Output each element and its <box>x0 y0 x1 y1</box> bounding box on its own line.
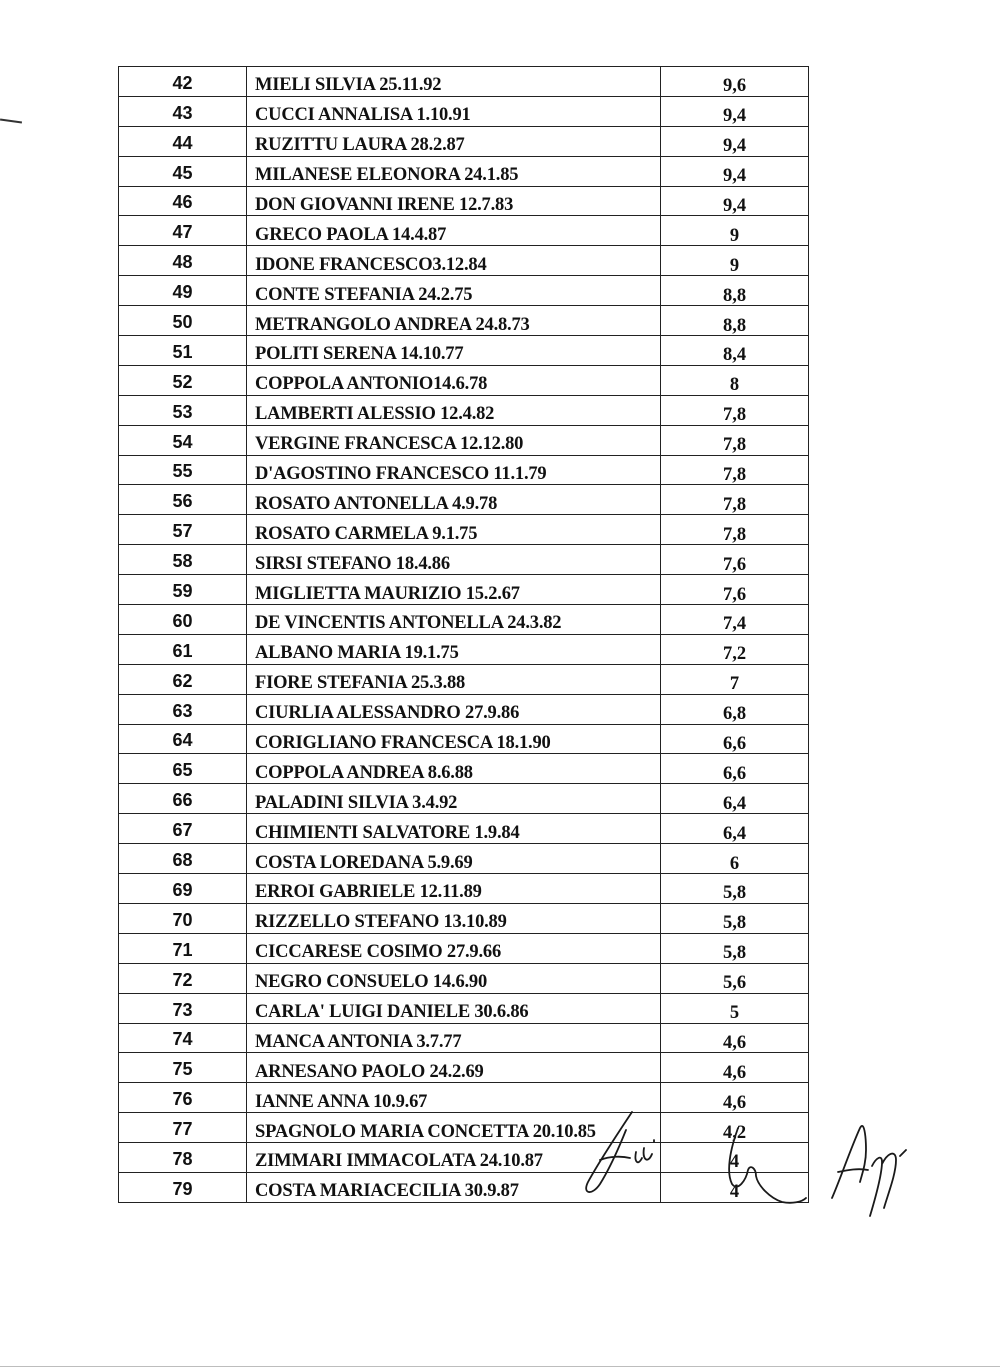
rank-number: 44 <box>119 126 247 156</box>
candidate-name: LAMBERTI ALESSIO 12.4.82 <box>247 395 661 425</box>
candidate-score: 6 <box>661 844 809 874</box>
rank-number: 42 <box>119 67 247 97</box>
candidate-score: 4,2 <box>661 1113 809 1143</box>
rank-number: 75 <box>119 1053 247 1083</box>
rank-number: 53 <box>119 395 247 425</box>
candidate-name: DE VINCENTIS ANTONELLA 24.3.82 <box>247 605 661 635</box>
rank-number: 74 <box>119 1023 247 1053</box>
rank-number: 66 <box>119 784 247 814</box>
rank-number: 79 <box>119 1172 247 1202</box>
table-row <box>119 425 809 455</box>
candidate-name: PALADINI SILVIA 3.4.92 <box>247 784 661 814</box>
table-row <box>119 126 809 156</box>
candidate-name: COSTA LOREDANA 5.9.69 <box>247 844 661 874</box>
candidate-score: 5,8 <box>661 933 809 963</box>
table-row <box>119 664 809 694</box>
table-row <box>119 67 809 97</box>
candidate-name: IANNE ANNA 10.9.67 <box>247 1083 661 1113</box>
rank-number: 60 <box>119 605 247 635</box>
margin-mark <box>0 118 22 123</box>
table-row <box>119 216 809 246</box>
rank-number: 51 <box>119 336 247 366</box>
candidate-score: 9,4 <box>661 126 809 156</box>
rank-number: 62 <box>119 664 247 694</box>
table-row <box>119 545 809 575</box>
table-row <box>119 963 809 993</box>
table-row <box>119 754 809 784</box>
table-row <box>119 515 809 545</box>
rank-number: 49 <box>119 276 247 306</box>
table-row <box>119 903 809 933</box>
candidate-score: 6,4 <box>661 814 809 844</box>
candidate-score: 5,8 <box>661 874 809 904</box>
rank-number: 78 <box>119 1143 247 1173</box>
candidate-score: 7,4 <box>661 605 809 635</box>
table-row <box>119 365 809 395</box>
rank-number: 47 <box>119 216 247 246</box>
candidate-score: 9 <box>661 216 809 246</box>
candidate-score: 9,6 <box>661 67 809 97</box>
candidate-score: 9,4 <box>661 186 809 216</box>
candidate-score: 8,8 <box>661 276 809 306</box>
candidate-name: NEGRO CONSUELO 14.6.90 <box>247 963 661 993</box>
candidate-name: IDONE FRANCESCO3.12.84 <box>247 246 661 276</box>
rank-number: 77 <box>119 1113 247 1143</box>
candidate-name: CHIMIENTI SALVATORE 1.9.84 <box>247 814 661 844</box>
candidate-score: 5,6 <box>661 963 809 993</box>
rank-number: 67 <box>119 814 247 844</box>
rank-number: 55 <box>119 455 247 485</box>
candidate-name: D'AGOSTINO FRANCESCO 11.1.79 <box>247 455 661 485</box>
table-row <box>119 814 809 844</box>
candidate-name: CIURLIA ALESSANDRO 27.9.86 <box>247 694 661 724</box>
candidate-score: 7,8 <box>661 395 809 425</box>
rank-number: 63 <box>119 694 247 724</box>
table-row <box>119 933 809 963</box>
page-bottom-edge <box>0 1366 1000 1367</box>
candidate-score: 4 <box>661 1143 809 1173</box>
rank-number: 71 <box>119 933 247 963</box>
candidate-name: CARLA' LUIGI DANIELE 30.6.86 <box>247 993 661 1023</box>
table-row <box>119 575 809 605</box>
table-row <box>119 1053 809 1083</box>
candidate-name: ERROI GABRIELE 12.11.89 <box>247 874 661 904</box>
candidate-name: SIRSI STEFANO 18.4.86 <box>247 545 661 575</box>
candidate-score: 8,4 <box>661 336 809 366</box>
candidate-name: ZIMMARI IMMACOLATA 24.10.87 <box>247 1143 661 1173</box>
rank-number: 59 <box>119 575 247 605</box>
candidate-score: 6,6 <box>661 754 809 784</box>
handwritten-signature <box>570 1100 950 1230</box>
rank-number: 56 <box>119 485 247 515</box>
candidate-score: 7,2 <box>661 634 809 664</box>
candidate-name: ARNESANO PAOLO 24.2.69 <box>247 1053 661 1083</box>
rank-number: 73 <box>119 993 247 1023</box>
table-row <box>119 844 809 874</box>
candidate-score: 4 <box>661 1172 809 1202</box>
candidate-name: COPPOLA ANDREA 8.6.88 <box>247 754 661 784</box>
candidate-name: RUZITTU LAURA 28.2.87 <box>247 126 661 156</box>
candidate-name: MILANESE ELEONORA 24.1.85 <box>247 156 661 186</box>
rank-number: 68 <box>119 844 247 874</box>
rank-number: 50 <box>119 306 247 336</box>
candidate-score: 9,4 <box>661 96 809 126</box>
rank-number: 64 <box>119 724 247 754</box>
table-row <box>119 605 809 635</box>
candidate-score: 7,6 <box>661 575 809 605</box>
rank-number: 45 <box>119 156 247 186</box>
candidate-name: MIELI SILVIA 25.11.92 <box>247 67 661 97</box>
candidate-name: RIZZELLO STEFANO 13.10.89 <box>247 903 661 933</box>
rank-number: 43 <box>119 96 247 126</box>
table-row <box>119 156 809 186</box>
table-row <box>119 336 809 366</box>
candidate-name: CONTE STEFANIA 24.2.75 <box>247 276 661 306</box>
candidate-score: 7,8 <box>661 425 809 455</box>
candidate-name: CUCCI ANNALISA 1.10.91 <box>247 96 661 126</box>
rank-number: 61 <box>119 634 247 664</box>
candidate-name: COSTA MARIACECILIA 30.9.87 <box>247 1172 661 1202</box>
table-row <box>119 634 809 664</box>
candidate-name: POLITI SERENA 14.10.77 <box>247 336 661 366</box>
rank-number: 72 <box>119 963 247 993</box>
candidate-score: 4,6 <box>661 1083 809 1113</box>
rank-number: 46 <box>119 186 247 216</box>
candidate-score: 9 <box>661 246 809 276</box>
candidate-score: 8,8 <box>661 306 809 336</box>
candidate-name: VERGINE FRANCESCA 12.12.80 <box>247 425 661 455</box>
candidate-score: 9,4 <box>661 156 809 186</box>
candidate-score: 7,8 <box>661 485 809 515</box>
table-row <box>119 993 809 1023</box>
candidate-name: ALBANO MARIA 19.1.75 <box>247 634 661 664</box>
candidate-name: MANCA ANTONIA 3.7.77 <box>247 1023 661 1053</box>
candidate-score: 7,8 <box>661 515 809 545</box>
candidate-name: DON GIOVANNI IRENE 12.7.83 <box>247 186 661 216</box>
candidate-name: ROSATO ANTONELLA 4.9.78 <box>247 485 661 515</box>
rank-number: 76 <box>119 1083 247 1113</box>
candidate-score: 4,6 <box>661 1053 809 1083</box>
ranking-table <box>118 66 809 1203</box>
candidate-name: GRECO PAOLA 14.4.87 <box>247 216 661 246</box>
table-row <box>119 276 809 306</box>
rank-number: 69 <box>119 874 247 904</box>
candidate-name: CORIGLIANO FRANCESCA 18.1.90 <box>247 724 661 754</box>
candidate-score: 8 <box>661 365 809 395</box>
candidate-name: COPPOLA ANTONIO14.6.78 <box>247 365 661 395</box>
table-row <box>119 246 809 276</box>
table-row <box>119 724 809 754</box>
table-row <box>119 306 809 336</box>
candidate-score: 6,4 <box>661 784 809 814</box>
table-row <box>119 455 809 485</box>
rank-number: 70 <box>119 903 247 933</box>
candidate-score: 7,8 <box>661 455 809 485</box>
rank-number: 65 <box>119 754 247 784</box>
candidate-score: 6,6 <box>661 724 809 754</box>
candidate-score: 7 <box>661 664 809 694</box>
table-row <box>119 485 809 515</box>
table-row <box>119 96 809 126</box>
candidate-name: FIORE STEFANIA 25.3.88 <box>247 664 661 694</box>
candidate-score: 5 <box>661 993 809 1023</box>
table-row <box>119 784 809 814</box>
candidate-score: 6,8 <box>661 694 809 724</box>
table-row <box>119 1023 809 1053</box>
table-row <box>119 874 809 904</box>
rank-number: 52 <box>119 365 247 395</box>
ranking-table-body <box>119 67 809 1203</box>
candidate-name: SPAGNOLO MARIA CONCETTA 20.10.85 <box>247 1113 661 1143</box>
rank-number: 57 <box>119 515 247 545</box>
candidate-name: ROSATO CARMELA 9.1.75 <box>247 515 661 545</box>
candidate-name: CICCARESE COSIMO 27.9.66 <box>247 933 661 963</box>
rank-number: 54 <box>119 425 247 455</box>
candidate-name: MIGLIETTA MAURIZIO 15.2.67 <box>247 575 661 605</box>
candidate-score: 4,6 <box>661 1023 809 1053</box>
table-row <box>119 694 809 724</box>
candidate-score: 7,6 <box>661 545 809 575</box>
table-row <box>119 186 809 216</box>
candidate-name: METRANGOLO ANDREA 24.8.73 <box>247 306 661 336</box>
rank-number: 58 <box>119 545 247 575</box>
table-row <box>119 395 809 425</box>
rank-number: 48 <box>119 246 247 276</box>
candidate-score: 5,8 <box>661 903 809 933</box>
